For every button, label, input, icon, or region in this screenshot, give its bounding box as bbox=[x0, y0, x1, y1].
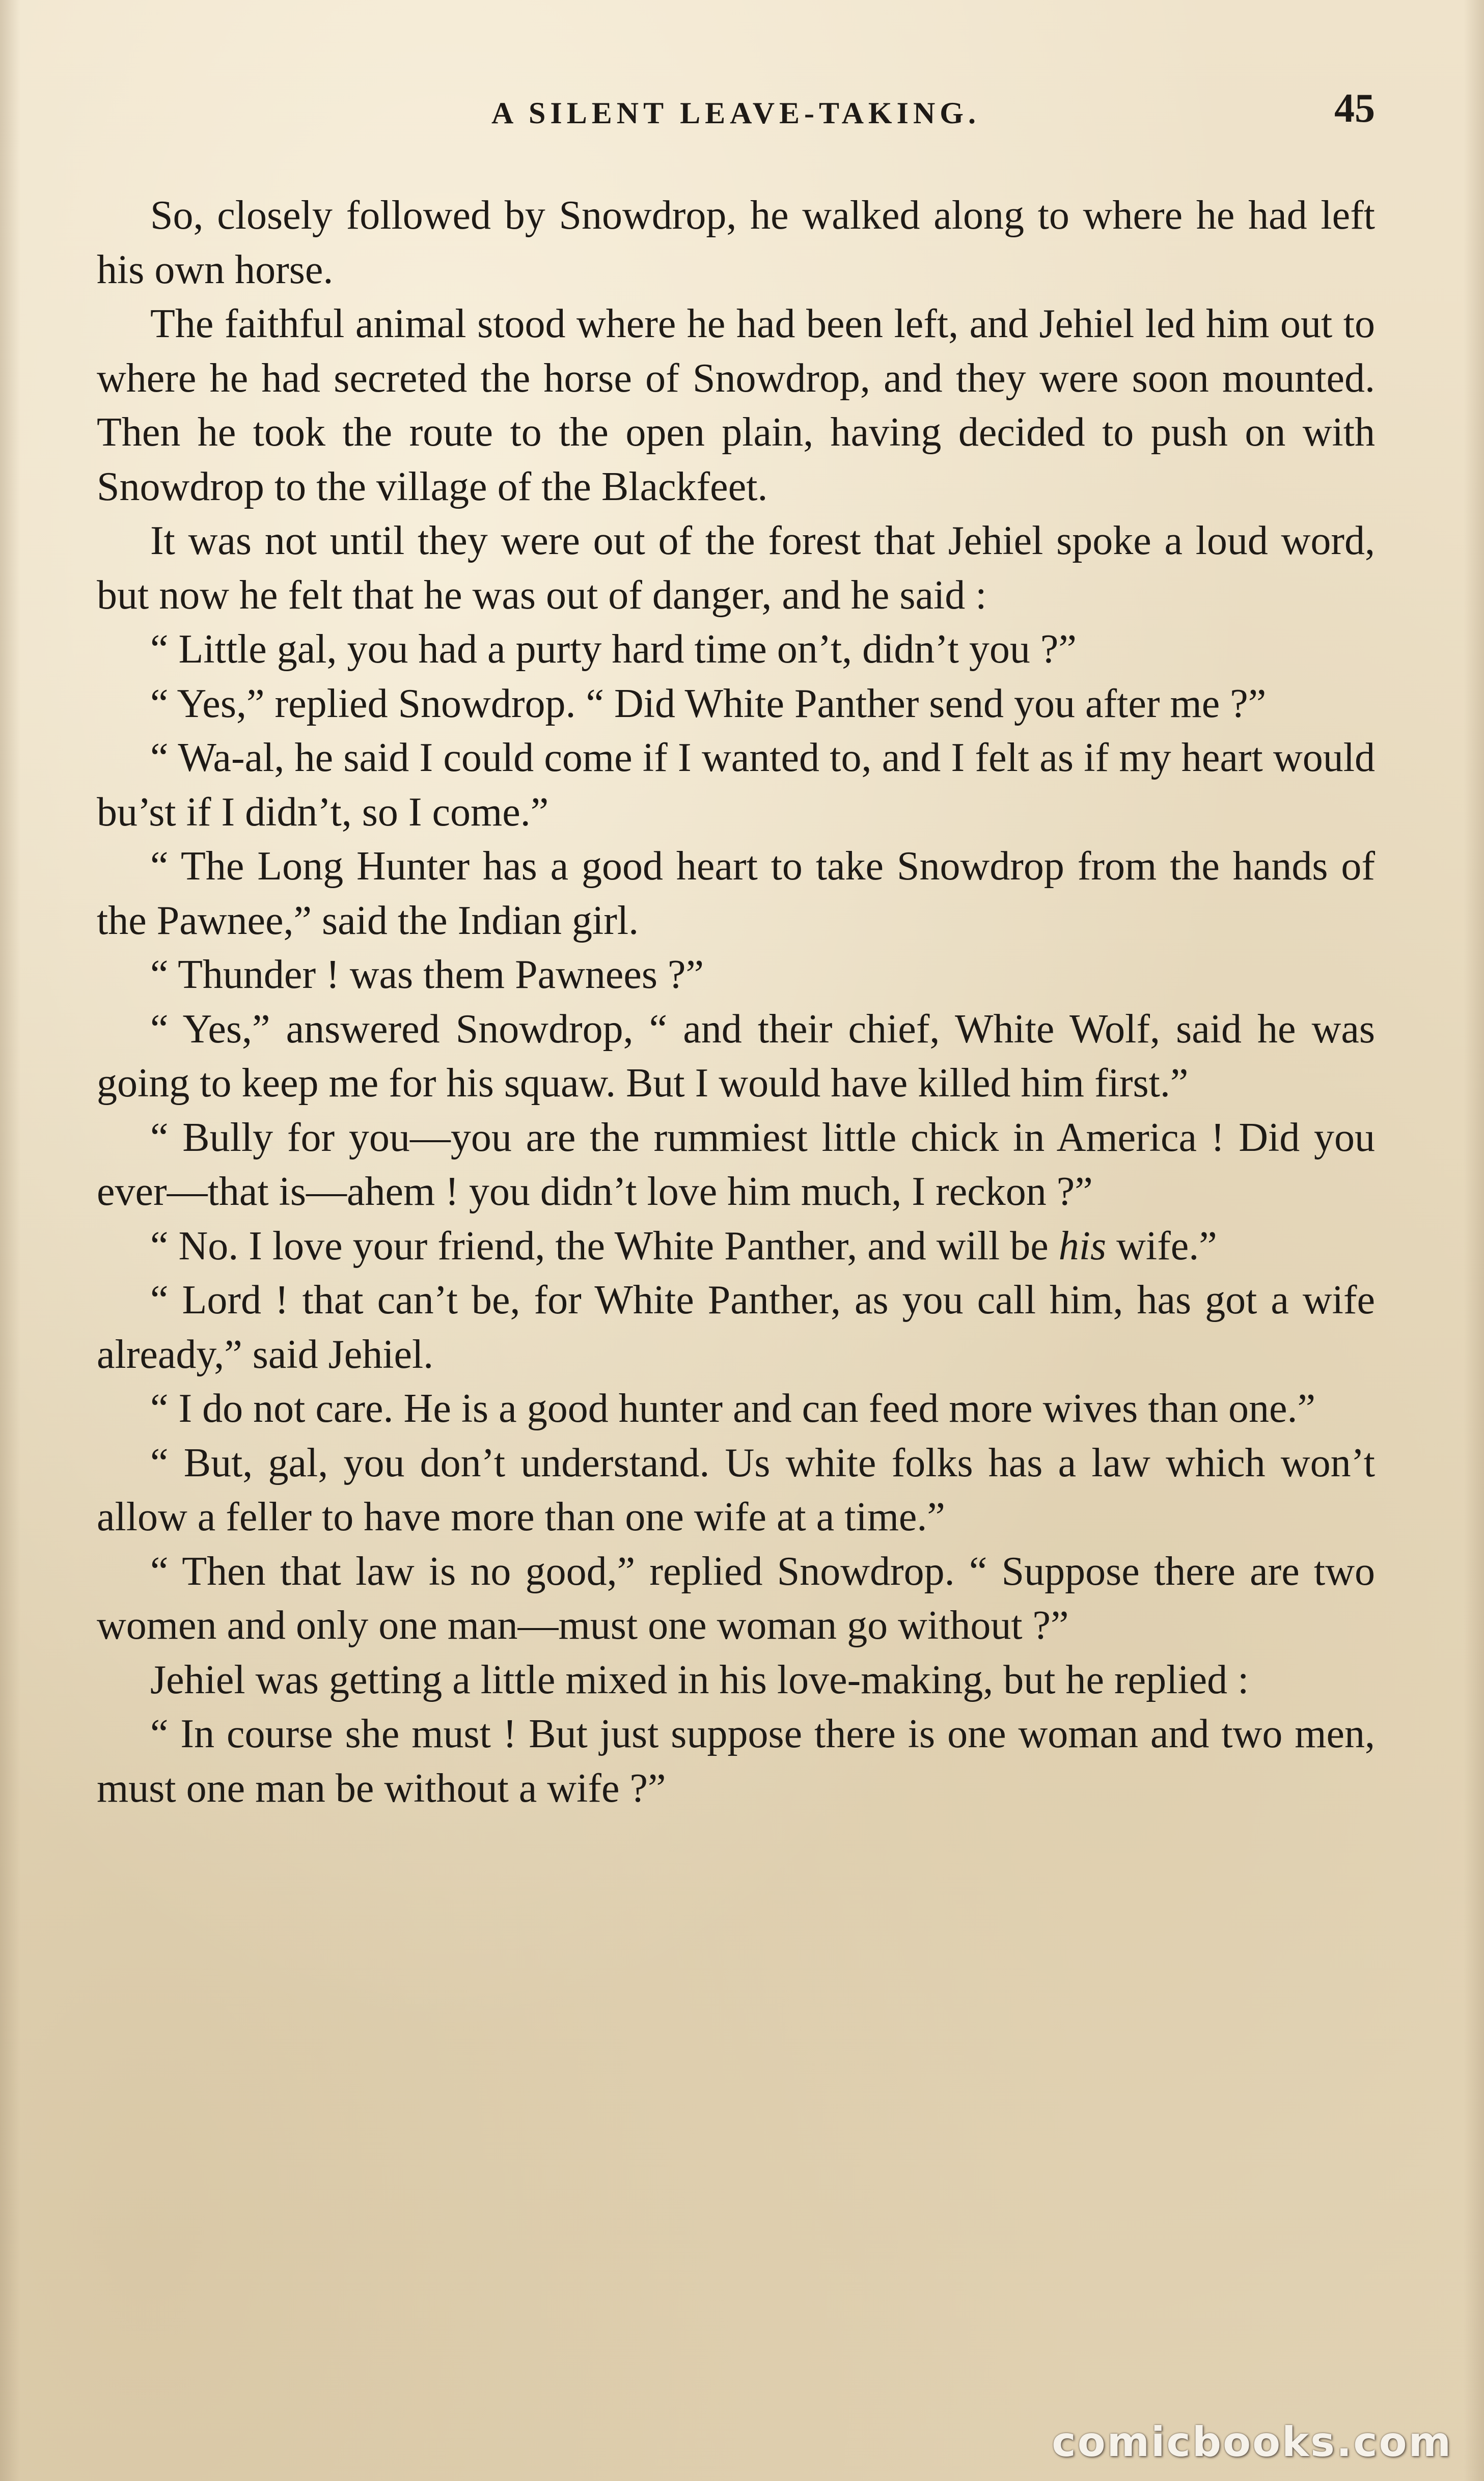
paragraph-text: wife.” bbox=[1106, 1223, 1217, 1269]
page-header bbox=[97, 86, 1375, 147]
paragraph: “ Thunder ! was them Pawnees ?” bbox=[150, 952, 704, 997]
paragraph: “ In course she must ! But just suppose there is one woman and two men, must one man be without a wife ?” bbox=[97, 1712, 1375, 1811]
paragraph: It was not until they were out of the forest that Jehiel spoke a loud word, but now he felt that he was out of danger, and he said : bbox=[97, 518, 1375, 618]
watermark-text: comicbooks.com bbox=[1052, 2418, 1452, 2466]
body-text bbox=[97, 188, 1375, 1815]
paragraph: “ But, gal, you don’t understand. Us white folks has a law which won’t allow a feller to have more than one wife at a time.” bbox=[97, 1440, 1375, 1539]
paragraph: So, closely followed by Snowdrop, he walked along to where he had left his own horse. bbox=[97, 193, 1375, 292]
paragraph: The faithful animal stood where he had been left, and Jehiel led him out to where he had secreted the horse of Snowdrop, and they were soon mounted. Then he took the route to the open plain, having decided to push on with Snowdrop to the village of the Blackfeet. bbox=[97, 301, 1375, 509]
paragraph-text: “ No. I love your friend, the White Panther, and will be bbox=[150, 1223, 1059, 1269]
paragraph: “ Bully for you—you are the rummiest little chick in America ! Did you ever—that is—ahem ! you didn’t love him much, I reckon ?” bbox=[97, 1115, 1375, 1214]
emphasized-word: his bbox=[1058, 1223, 1107, 1269]
paragraph: “ I do not care. He is a good hunter and can feed more wives than one.” bbox=[150, 1386, 1316, 1431]
page-number: 45 bbox=[1334, 86, 1375, 131]
page-edge-shadow-left bbox=[0, 0, 20, 2481]
paragraph: “ Lord ! that can’t be, for White Panther, as you call him, has got a wife already,” said Jehiel. bbox=[97, 1278, 1375, 1377]
paragraph: “ Little gal, you had a purty hard time on’t, didn’t you ?” bbox=[150, 627, 1077, 672]
page-edge-shadow-right bbox=[1464, 0, 1484, 2481]
paragraph: “ Then that law is no good,” replied Snowdrop. “ Suppose there are two women and only one man—must one woman go without ?” bbox=[97, 1549, 1375, 1648]
paragraph bbox=[97, 1219, 1375, 1274]
running-head: A SILENT LEAVE-TAKING. bbox=[491, 96, 980, 130]
paragraph: “ Yes,” replied Snowdrop. “ Did White Panther send you after me ?” bbox=[150, 681, 1267, 726]
paragraph: Jehiel was getting a little mixed in his love-making, but he replied : bbox=[150, 1657, 1249, 1702]
paragraph: “ Yes,” answered Snowdrop, “ and their chief, White Wolf, said he was going to keep me for his squaw. But I would have killed him first.” bbox=[97, 1006, 1375, 1106]
paragraph: “ Wa-al, he said I could come if I wanted to, and I felt as if my heart would bu’st if I didn’t, so I come.” bbox=[97, 735, 1375, 835]
paragraph: “ The Long Hunter has a good heart to take Snowdrop from the hands of the Pawnee,” said the Indian girl. bbox=[97, 844, 1375, 943]
